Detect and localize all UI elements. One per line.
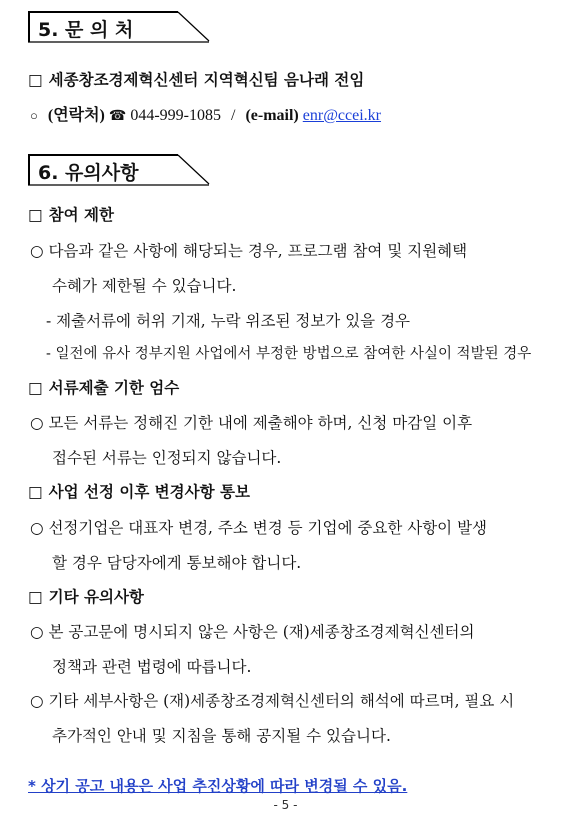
- contact-info-line: [30, 106, 557, 127]
- page-number: - 5 -: [273, 798, 298, 812]
- checkbox-square-icon: □: [28, 588, 43, 606]
- list-item: ○ 기타 세부사항은 (재)세종창조경제혁신센터의 해석에 따르며, 필요 시: [30, 692, 515, 710]
- list-item: ○ 본 공고문에 명시되지 않은 사항은 (재)세종창조경제혁신센터의: [30, 623, 475, 641]
- contact-person: 세종창조경제혁신센터 지역혁신팀 음나래 전임: [48, 70, 365, 89]
- checkbox-square-icon: □: [28, 71, 43, 89]
- checkbox-square-icon: □: [28, 483, 43, 501]
- list-item: ○ 모든 서류는 정해진 기한 내에 제출해야 하며, 신청 마감일 이후: [30, 414, 473, 432]
- list-item-continued: 정책과 관련 법령에 따릅니다.: [52, 658, 252, 676]
- list-item-continued: 추가적인 안내 및 지침을 통해 공지될 수 있습니다.: [52, 727, 391, 745]
- email-link[interactable]: enr@ccei.kr: [302, 107, 382, 124]
- contact-label: (연락처): [47, 107, 105, 124]
- group-heading: □ 사업 선정 이후 변경사항 통보: [28, 482, 250, 501]
- phone-number: 044-999-1085: [130, 107, 221, 124]
- list-item: ○ 다음과 같은 사항에 해당되는 경우, 프로그램 참여 및 지원혜택: [30, 242, 468, 260]
- bullet-circle: ○: [30, 108, 38, 123]
- contact-person-line: [28, 70, 557, 90]
- checkbox-square-icon: □: [28, 206, 43, 224]
- email-label: (e-mail): [245, 107, 299, 124]
- list-item-continued: 수혜가 제한될 수 있습니다.: [52, 277, 237, 295]
- group-heading: □ 서류제출 기한 엄수: [28, 378, 180, 397]
- group-heading: □ 기타 유의사항: [28, 587, 144, 606]
- separator: /: [231, 107, 236, 124]
- checkbox-square-icon: □: [28, 379, 43, 397]
- phone-icon: ☎: [108, 109, 127, 124]
- list-item-continued: 접수된 서류는 인정되지 않습니다.: [52, 449, 282, 467]
- list-item-continued: 할 경우 담당자에게 통보해야 합니다.: [52, 554, 302, 572]
- section-6-header: [28, 153, 210, 186]
- sub-list-item: - 일전에 유사 정부지원 사업에서 부정한 방법으로 참여한 사실이 적발된 경우: [46, 346, 532, 362]
- section-5-header: [28, 10, 210, 43]
- group-heading: □ 참여 제한: [28, 205, 114, 224]
- section-6-title: 6. 유의사항: [38, 162, 139, 184]
- sub-list-item: - 제출서류에 허위 기재, 누락 위조된 정보가 있을 경우: [46, 312, 411, 330]
- change-notice: * 상기 공고 내용은 사업 추진상황에 따라 변경될 수 있음.: [28, 777, 408, 795]
- list-item: ○ 선정기업은 대표자 변경, 주소 변경 등 기업에 중요한 사항이 발생: [30, 519, 488, 537]
- section-5-title: 5. 문 의 처: [38, 19, 134, 41]
